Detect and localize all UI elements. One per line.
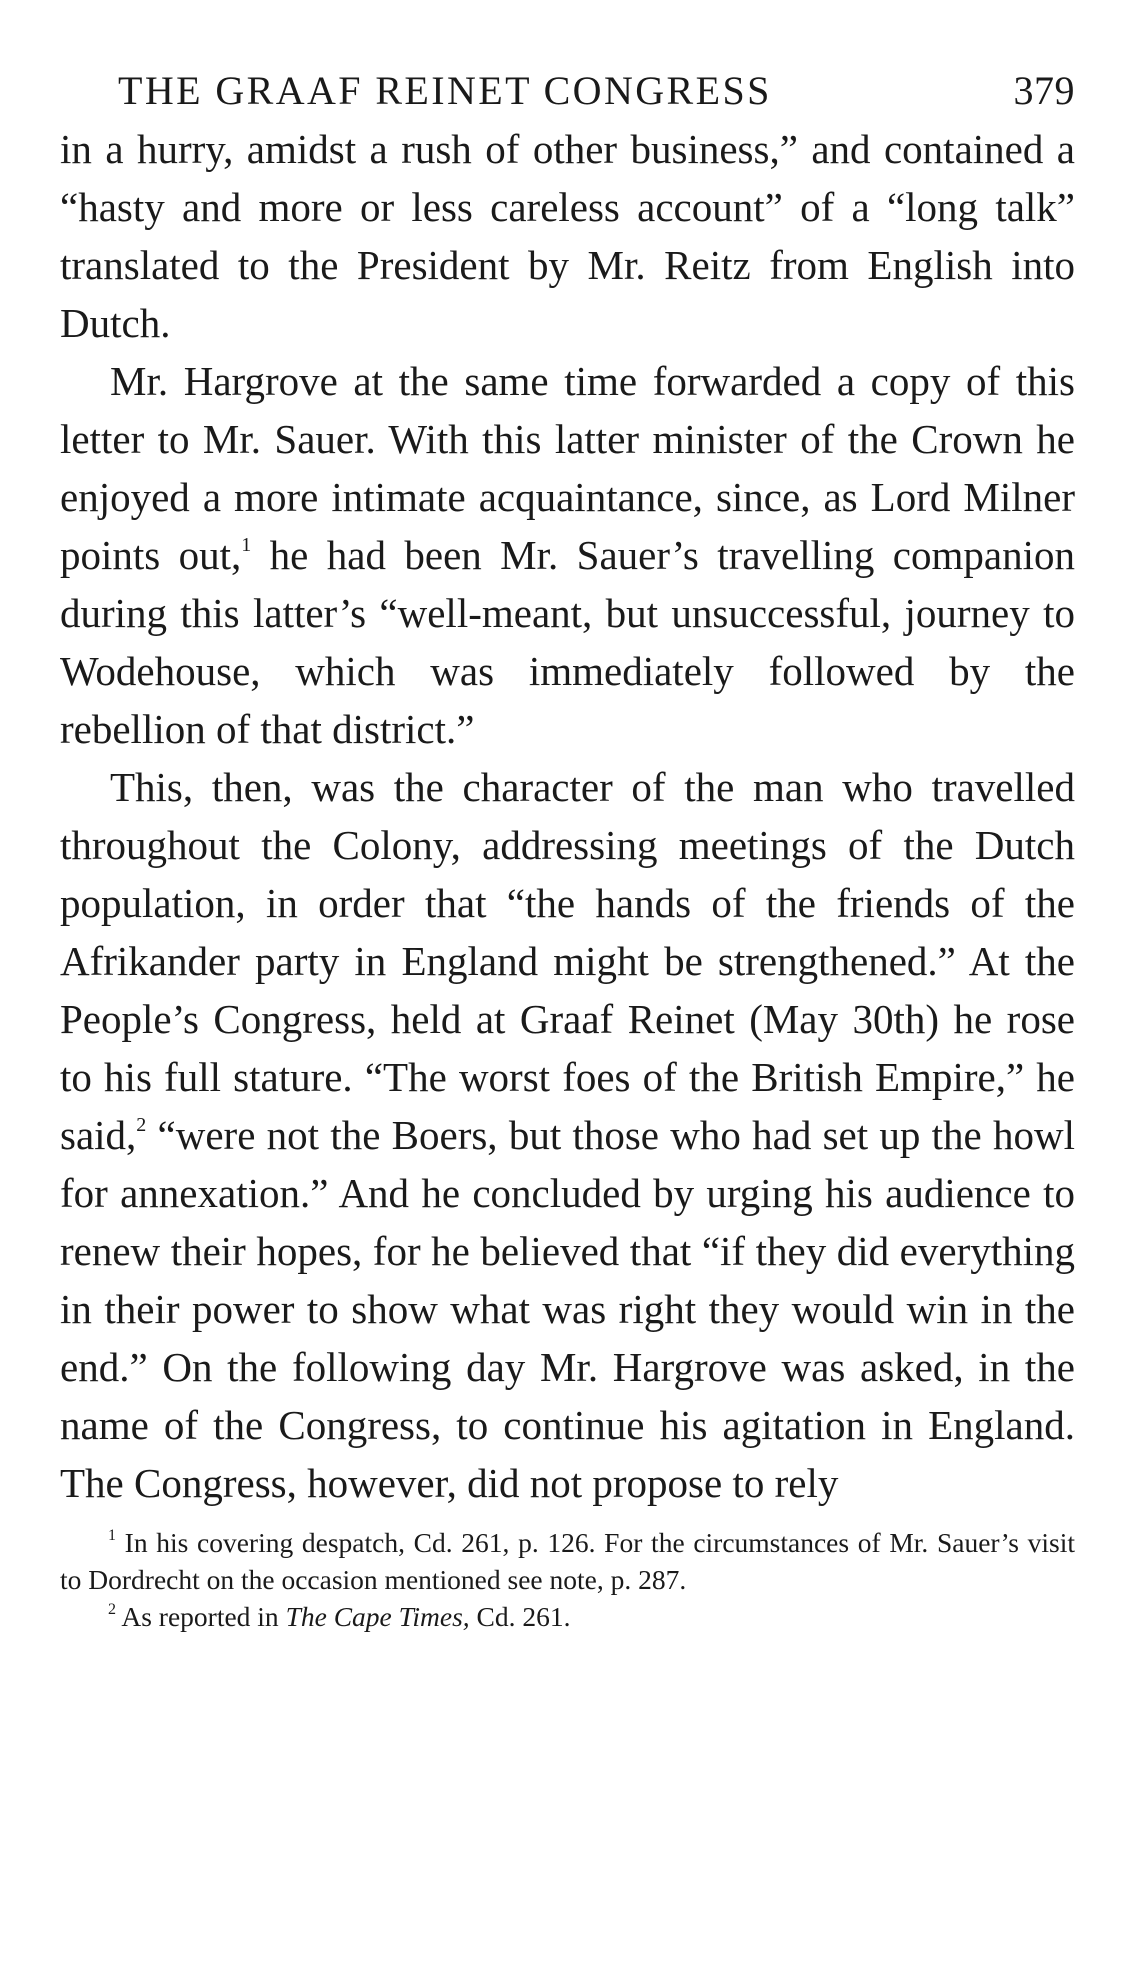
- footnote-1: [60, 1524, 1075, 1598]
- footnote-2-text-a: As reported in: [116, 1601, 286, 1632]
- running-head: [60, 62, 1075, 120]
- footnote-1-text: In his covering despatch, Cd. 261, p. 126. For the circumstances of Mr. Sauer’s visit to Dordrecht on the occasion mentioned see note, p. 287.: [60, 1527, 1075, 1595]
- paragraph-1-text: in a hurry, amidst a rush of other business,” and contained a “hasty and more or less careless account” of a “long talk” translated to the President by Mr. Reitz from English into Dutch.: [60, 126, 1075, 346]
- footnote-2-mark: 2: [108, 1601, 116, 1618]
- footnote-2: [60, 1598, 1075, 1635]
- footnotes: [60, 1524, 1075, 1635]
- footnote-2-source-title: The Cape Times,: [285, 1601, 470, 1632]
- footnote-ref-2: 2: [136, 1114, 147, 1136]
- paragraph-2: [60, 352, 1075, 758]
- body-text: [60, 120, 1075, 1512]
- paragraph-2-text-a: Mr. Hargrove at the same time forwarded a copy of this letter to Mr. Sauer. With this latter minister of the Crown he enjoyed a more intimate acquaintance, since, as Lord Milner points out,: [60, 358, 1075, 578]
- paragraph-2-text-b: he had been Mr. Sauer’s travelling companion during this latter’s “well-meant, but unsuccessful, journey to Wodehouse, which was immediately followed by the rebellion of that district.”: [60, 532, 1075, 752]
- paragraph-1: [60, 120, 1075, 352]
- page-number: 379: [1013, 68, 1075, 113]
- paragraph-3-text-a: This, then, was the character of the man who travelled throughout the Colony, addressing meetings of the Dutch population, in order that “the hands of the friends of the Afrikander party in England might be strengthened.” At the People’s Congress, held at Graaf Reinet (May 30th) he rose to his full stature. “The worst foes of the British Empire,” he said,: [60, 764, 1075, 1158]
- book-page: [60, 62, 1075, 1635]
- footnote-ref-1: 1: [241, 534, 252, 556]
- footnote-2-text-b: Cd. 261.: [469, 1601, 571, 1632]
- paragraph-3: [60, 758, 1075, 1512]
- footnote-1-mark: 1: [108, 1527, 116, 1544]
- running-head-title: THE GRAAF REINET CONGRESS: [118, 68, 772, 113]
- paragraph-3-text-b: “were not the Boers, but those who had set up the howl for annexation.” And he concluded by urging his audience to renew their hopes, for he believed that “if they did everything in their power to show what was right they would win in the end.” On the following day Mr. Hargrove was asked, in the name of the Congress, to continue his agitation in England. The Congress, however, did not propose to rely: [60, 1112, 1075, 1506]
